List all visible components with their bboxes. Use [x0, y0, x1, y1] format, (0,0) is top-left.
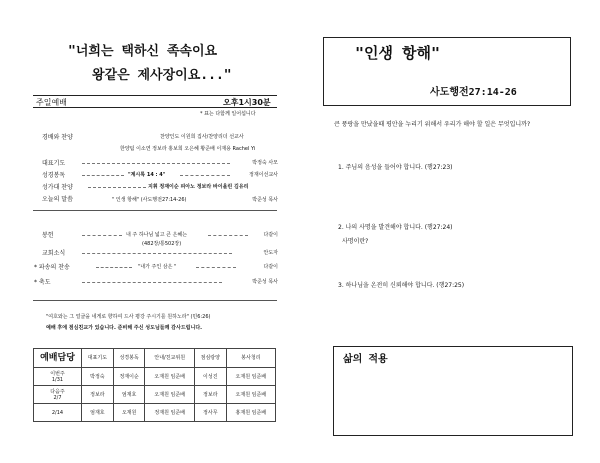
duty-date-top: 이번주	[50, 370, 65, 377]
duty-cell: 엄재호	[82, 404, 114, 422]
order-leader-benediction: 박준성 목사	[252, 279, 278, 285]
duty-cell: 오재원 임준배	[145, 368, 194, 386]
order-content-praise: 찬양인도 이원희 집사/찬양리더 선교사	[160, 134, 244, 140]
order-sub-offering: (482장/통502장)	[142, 241, 182, 247]
order-label-prayer: 대표기도	[42, 160, 66, 167]
blessing-verse: "여호와는 그 얼굴을 네게로 향하여 드사 평강 주시기를 원하노라" (민6:26)	[46, 314, 211, 320]
sermon-title: "인생 항해"	[355, 44, 441, 62]
duty-cell: 홍재원 임준배	[226, 404, 275, 422]
sermon-question: 큰 풍랑을 만났을때 평안을 누리기 위해서 우리가 해야 할 일은 무엇입니까?	[334, 121, 531, 128]
duty-date	[34, 368, 82, 386]
order-label-choir: 성가대 찬양	[42, 184, 73, 191]
table-row	[34, 368, 276, 386]
order-label-benediction: * 축도	[34, 279, 51, 286]
duty-date	[34, 386, 82, 404]
duty-cell: 오재원 임준배	[145, 386, 194, 404]
order-label-offering: 봉헌	[42, 232, 54, 239]
duty-date-bottom: 2/14	[51, 409, 64, 416]
duty-cell: 이성진	[194, 368, 226, 386]
duty-header: 안내/친교위원	[145, 349, 194, 368]
duty-cell: 정재이순	[113, 368, 145, 386]
order-content-choir: 지휘 정재이순 피아노 정보라 바이올린 김유리	[148, 184, 249, 190]
order-content-offering: 내 주 하나님 넓고 큰 은혜는	[126, 232, 188, 238]
duty-header: 봉사청리	[226, 349, 275, 368]
order-dots-sending-b	[196, 267, 236, 268]
duty-date-bottom: 1/31	[51, 376, 64, 383]
sermon-point-2-note: 사명이란?	[342, 238, 369, 245]
duty-header: 점심랑양	[194, 349, 226, 368]
order-leader-news: 안도자	[263, 250, 278, 256]
order-dots-news	[82, 253, 232, 254]
duty-cell: 오재원 임준배	[226, 386, 275, 404]
order-label-news: 교회소식	[42, 250, 66, 257]
sermon-reference: 사도행전27:14-26	[430, 87, 517, 98]
worship-time: 오후1시30분	[223, 98, 271, 107]
order-dots-prayer	[82, 163, 230, 164]
order-leader-sermon: 박준성 목사	[252, 197, 278, 203]
worship-label: 주일예배	[36, 98, 67, 107]
sermon-point-1: 1. 주님의 음성을 들어야 합니다. (행27:23)	[338, 164, 453, 171]
duty-cell: 엄재호	[113, 386, 145, 404]
order-dots-choir	[88, 187, 146, 188]
verse-divider	[33, 300, 277, 301]
order-content-sermon: " 인생 항해" (사도행전27:14-26)	[112, 197, 187, 203]
order-leader-offering: 다같이	[263, 232, 278, 238]
duty-date-bottom: 2/7	[53, 394, 62, 401]
duty-cell: 오재원 임준배	[226, 368, 275, 386]
order-dots-reading-a	[82, 175, 124, 176]
duty-cell: 오재원	[113, 404, 145, 422]
order-dots-sending-a	[96, 267, 132, 268]
order-label-sending: * 파송의 찬송	[34, 264, 70, 271]
order-content-team: 한양팀 이소연 정보라 홍보희 오은혜 황준배 이재용 Rachel Yi	[120, 146, 256, 152]
worship-header-rule-bottom	[33, 107, 277, 108]
duty-table	[33, 348, 276, 422]
duty-cell: 정보라	[194, 386, 226, 404]
worship-header-rule	[33, 95, 277, 96]
order-leader-prayer: 박정숙 사모	[252, 160, 278, 166]
table-row	[34, 404, 276, 422]
duty-title: 예배담당	[34, 349, 82, 368]
duty-date	[34, 404, 82, 422]
duty-cell: 정사무	[194, 404, 226, 422]
duty-header: 대표기도	[82, 349, 114, 368]
duty-cell: 정재원 임준배	[145, 404, 194, 422]
duty-header: 성경봉독	[113, 349, 145, 368]
banner-title-line1: "너희는 택하신 족속이요	[68, 44, 218, 59]
order-leader-sending: 다같이	[263, 264, 278, 270]
duty-cell: 정보라	[82, 386, 114, 404]
order-divider	[33, 210, 277, 211]
order-label-praise: 경배와 찬양	[42, 134, 73, 141]
order-content-sending: "내가 주인 삼은 "	[138, 264, 177, 270]
order-label-sermon: 오늘의 말씀	[42, 196, 73, 203]
order-label-reading: 성경봉독	[42, 172, 66, 179]
sermon-point-2: 2. 나의 사명을 발견해야 합니다. (행27:24)	[338, 224, 453, 231]
order-dots-benediction	[82, 282, 222, 283]
duty-cell: 박정숙	[82, 368, 114, 386]
order-dots-offering-a	[82, 235, 122, 236]
banner-title-line2: 왕같은 제사장이요..."	[92, 68, 232, 83]
duty-date-top: 다음주	[50, 388, 65, 395]
order-content-reading: "계시록 14 : 4"	[128, 172, 166, 178]
application-title: 삶의 적용	[343, 354, 388, 365]
table-row	[34, 386, 276, 404]
fellowship-note: 예배 후에 점심친교가 있습니다. 준비해 주신 성도님들께 감사드립니다.	[46, 325, 203, 331]
stand-note: * 표는 다함께 일어섭니다	[200, 111, 256, 117]
order-leader-reading: 정재이선교사	[249, 172, 278, 178]
sermon-point-3: 3. 하나님을 온전히 신뢰해야 합니다. (행27:25)	[338, 282, 465, 289]
